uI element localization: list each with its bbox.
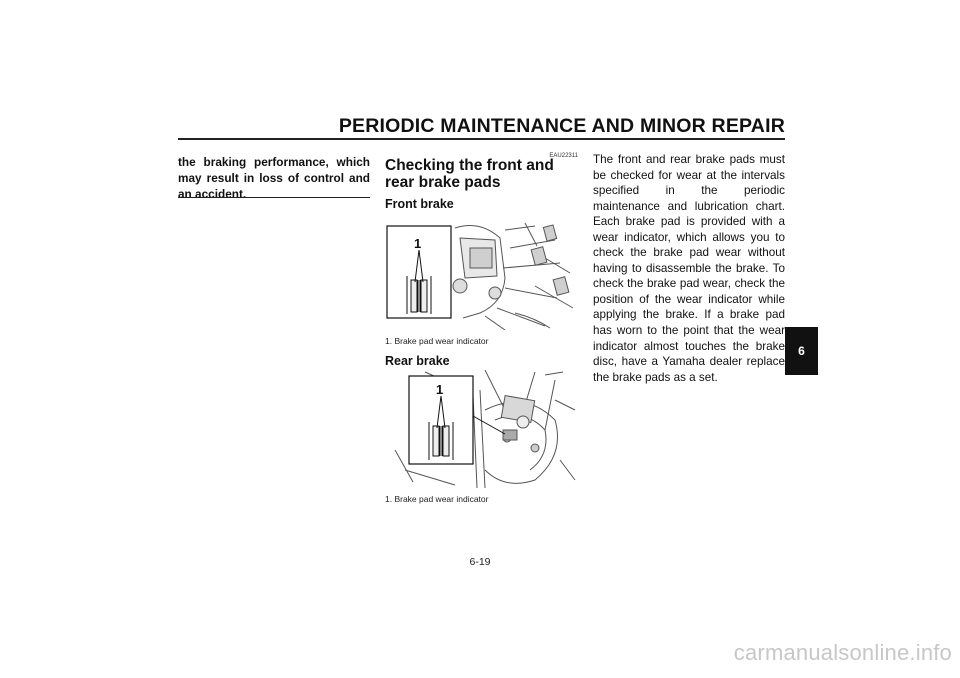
front-figure-caption: 1. Brake pad wear indicator [385,336,489,346]
warning-end-rule [178,197,370,198]
page-number: 6-19 [469,556,491,568]
page-header-title: PERIODIC MAINTENANCE AND MINOR REPAIR [338,115,785,137]
rear-brake-illustration [385,370,577,490]
rear-figure-caption: 1. Brake pad wear indicator [385,494,489,504]
section-code: EAU22311 [549,153,578,159]
chapter-tab [785,327,818,375]
rear-callout-number: 1 [436,382,444,397]
warning-continuation [178,154,370,203]
front-brake-figure [385,218,577,330]
warning-text: the braking performance, which may result in loss of control and an accident. [178,155,370,202]
brake-pad-instructions [593,152,785,385]
watermark: carmanualsonline.info [733,640,952,665]
rear-brake-figure [385,370,577,490]
rear-brake-heading: Rear brake [385,354,450,368]
header-rule [178,138,785,140]
front-brake-illustration [385,218,577,330]
instructions-text: The front and rear brake pads must be checked for wear at the intervals specified in the periodic maintenance and lubrication chart. Each brake pad is provided with a wear indicator, which allows you to check the brake pad wear without having to disassemble the brake. To check the brake pad wear, check the position of the wear indicator while applying the brake. If a brake pad has worn to the point that the wear indicator almost touches the brake disc, have a Yamaha dealer replace the brake pads as a set. [593,153,785,384]
front-callout-number: 1 [414,236,422,251]
front-brake-heading: Front brake [385,197,454,211]
chapter-tab-label: 6 [798,344,805,358]
section-title: Checking the front and rear brake pads [385,157,554,191]
